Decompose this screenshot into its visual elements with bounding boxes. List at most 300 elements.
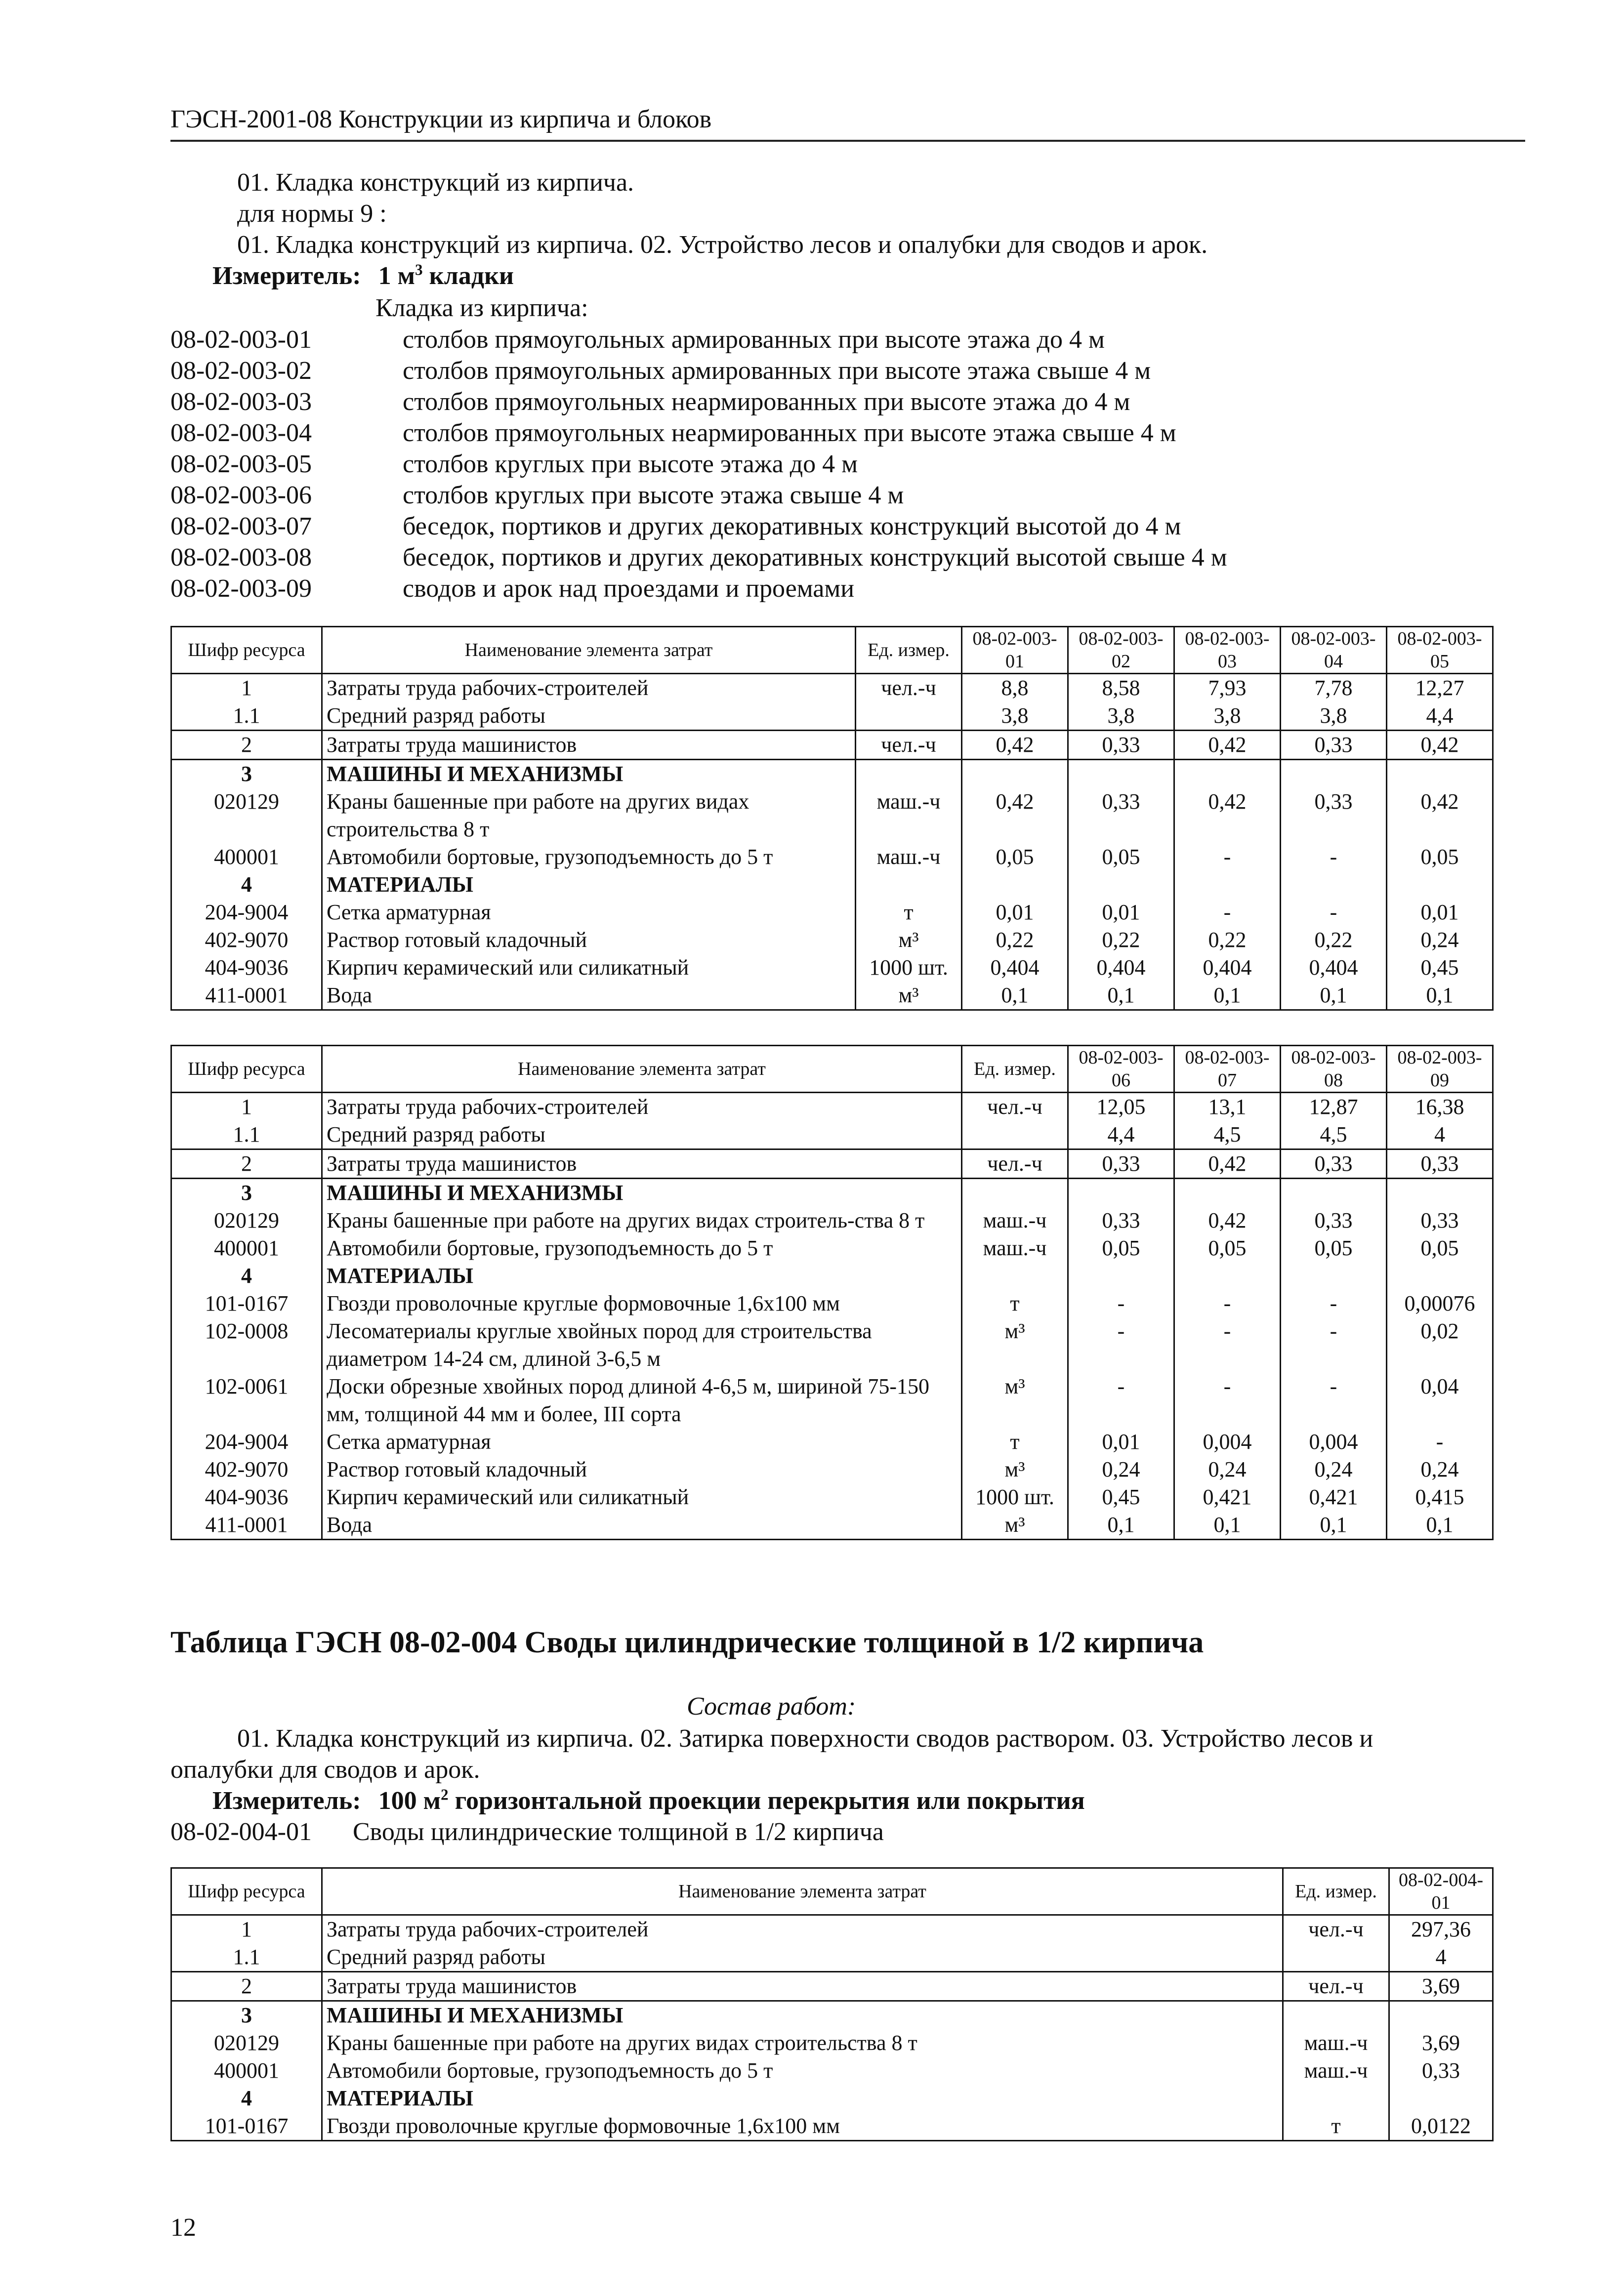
cell-code: 402-9070 (171, 1456, 322, 1483)
table-row (171, 731, 1493, 760)
measure-value-2: 100 $м^2$ горизонтальной проекции перекрытия или покрытия (378, 1786, 1085, 1815)
cell-code: 404-9036 (171, 1483, 322, 1511)
cell-code: 102-0061 (171, 1373, 322, 1428)
measure-value: 1 $м^3$ кладки (378, 261, 514, 290)
cell-unit (856, 871, 962, 899)
header-rule (170, 140, 1525, 142)
col-header-norm: 08-02-003-06 (1068, 1046, 1174, 1093)
cell-name: МАТЕРИАЛЫ (322, 871, 856, 899)
table-row (171, 702, 1493, 731)
cell-code: 4 (171, 2085, 322, 2112)
composition-label: Состав работ: (687, 1692, 856, 1721)
cell-name: МАШИНЫ И МЕХАНИЗМЫ (322, 1179, 962, 1207)
cell-value: 0,404 (1068, 954, 1174, 982)
cell-value (1281, 760, 1387, 788)
cell-value: 4,4 (1068, 1121, 1174, 1149)
cell-name: Средний разряд работы (322, 1121, 962, 1149)
table-row (171, 2057, 1493, 2085)
cell-name: Гвозди проволочные круглые формовочные 1,6х100 мм (322, 1290, 962, 1317)
cell-value: - (1281, 843, 1387, 871)
cell-name: Раствор готовый кладочный (322, 926, 856, 954)
cell-code: 2 (171, 1149, 322, 1179)
cell-value: 0,33 (1281, 1149, 1387, 1179)
table-row (171, 926, 1493, 954)
cell-name: Сетка арматурная (322, 1428, 962, 1456)
col-header-name: Наименование элемента затрат (322, 1046, 962, 1093)
cell-value: 0,004 (1174, 1428, 1281, 1456)
table-row (171, 1483, 1493, 1511)
cell-value: 0,1 (962, 982, 1068, 1010)
norm-note: для нормы 9 : (237, 200, 387, 228)
code-id: 08-02-003-08 (170, 543, 312, 572)
col-header-unit: Ед. измер. (962, 1046, 1068, 1093)
code-id: 08-02-003-09 (170, 574, 312, 603)
cell-name: МАШИНЫ И МЕХАНИЗМЫ (322, 760, 856, 788)
cell-unit: маш.-ч (962, 1207, 1068, 1234)
table-row (171, 1179, 1493, 1207)
table-row (171, 954, 1493, 982)
code-desc: Своды цилиндрические толщиной в 1/2 кирпича (352, 1818, 884, 1846)
cell-code: 101-0167 (171, 1290, 322, 1317)
cell-name: Затраты труда рабочих-строителей (322, 1093, 962, 1121)
cell-value: 8,58 (1068, 674, 1174, 702)
table-header-row (171, 1046, 1493, 1093)
table-row (171, 1262, 1493, 1290)
col-header-code: Шифр ресурса (171, 1046, 322, 1093)
cell-value: 0,22 (1174, 926, 1281, 954)
cell-code: 400001 (171, 843, 322, 871)
cell-value (1281, 871, 1387, 899)
cell-value: 12,05 (1068, 1093, 1174, 1121)
cell-value: 0,33 (1387, 1207, 1493, 1234)
cell-name: Затраты труда машинистов (322, 731, 856, 760)
cell-name: Затраты труда машинистов (322, 1149, 962, 1179)
cell-value: - (1174, 1317, 1281, 1373)
col-header-norm: 08-02-003-08 (1281, 1046, 1387, 1093)
table-row (171, 2085, 1493, 2112)
cell-value (1174, 1262, 1281, 1290)
cell-unit: чел.-ч (962, 1093, 1068, 1121)
cell-value (962, 871, 1068, 899)
cell-value: 3,8 (962, 702, 1068, 731)
col-header-unit: Ед. измер. (1283, 1868, 1389, 1915)
cell-value: 0,24 (1387, 1456, 1493, 1483)
table-header-row (171, 1868, 1493, 1915)
cell-value: 0,33 (1389, 2057, 1493, 2085)
table-row (171, 1093, 1493, 1121)
resource-table-1 (170, 626, 1494, 1011)
cell-value: 4,4 (1387, 702, 1493, 731)
cell-value: - (1068, 1317, 1174, 1373)
cell-value: - (1281, 1290, 1387, 1317)
code-desc: сводов и арок над проездами и проемами (403, 574, 855, 603)
cell-value: 0,24 (1174, 1456, 1281, 1483)
cell-name: Вода (322, 1511, 962, 1540)
cell-code: 020129 (171, 1207, 322, 1234)
cell-value: 0,05 (1174, 1234, 1281, 1262)
cell-unit (1283, 2001, 1389, 2030)
table-row (171, 1290, 1493, 1317)
cell-value (1068, 871, 1174, 899)
cell-unit: чел.-ч (1283, 1915, 1389, 1944)
cell-code: 2 (171, 731, 322, 760)
cell-name: Краны башенные при работе на других видах строитель-ства 8 т (322, 1207, 962, 1234)
cell-value: 0,33 (1281, 788, 1387, 843)
code-id: 08-02-003-03 (170, 388, 312, 416)
code-id: 08-02-003-01 (170, 326, 312, 354)
cell-value: - (1281, 1373, 1387, 1428)
col-header-unit: Ед. измер. (856, 627, 962, 674)
table-row (171, 1149, 1493, 1179)
cell-value: 0,05 (1387, 1234, 1493, 1262)
cell-value: 0,24 (1068, 1456, 1174, 1483)
cell-value: 16,38 (1387, 1093, 1493, 1121)
cell-name: Сетка арматурная (322, 899, 856, 926)
cell-value: 0,1 (1174, 1511, 1281, 1540)
cell-name: Гвозди проволочные круглые формовочные 1,6х100 мм (322, 2112, 1283, 2141)
page-number: 12 (170, 2214, 196, 2242)
cell-unit: т (856, 899, 962, 926)
col-header-norm: 08-02-003-03 (1174, 627, 1281, 674)
cell-value: 0,1 (1387, 1511, 1493, 1540)
cell-code: 4 (171, 871, 322, 899)
cell-code: 400001 (171, 2057, 322, 2085)
cell-value: - (1281, 899, 1387, 926)
measure-label-2: Измеритель: (212, 1787, 361, 1815)
cell-value: 0,00076 (1387, 1290, 1493, 1317)
cell-value: 0,42 (1174, 1149, 1281, 1179)
code-desc: беседок, портиков и других декоративных конструкций высотой свыше 4 м (403, 543, 1227, 572)
cell-value: 7,78 (1281, 674, 1387, 702)
cell-value: 0,01 (1068, 1428, 1174, 1456)
cell-value: 4,5 (1174, 1121, 1281, 1149)
table-row (171, 843, 1493, 871)
code-line-2 (170, 1817, 884, 1846)
code-desc: столбов прямоугольных неармированных при высоте этажа до 4 м (403, 388, 1130, 416)
cell-unit: маш.-ч (962, 1234, 1068, 1262)
cell-name: Средний разряд работы (322, 1943, 1283, 1972)
cell-value: 4,5 (1281, 1121, 1387, 1149)
cell-name: МАТЕРИАЛЫ (322, 1262, 962, 1290)
table-row (171, 674, 1493, 702)
cell-value (1387, 1262, 1493, 1290)
cell-unit (856, 702, 962, 731)
col-header-norm: 08-02-004-01 (1389, 1868, 1493, 1915)
cell-value: - (1174, 1290, 1281, 1317)
cell-value: - (1174, 843, 1281, 871)
table-row (171, 1456, 1493, 1483)
cell-value: 0,22 (1068, 926, 1174, 954)
cell-name: Средний разряд работы (322, 702, 856, 731)
col-header-norm: 08-02-003-07 (1174, 1046, 1281, 1093)
code-desc: столбов круглых при высоте этажа свыше 4 м (403, 481, 904, 509)
cell-value: 0,1 (1387, 982, 1493, 1010)
cell-code: 102-0008 (171, 1317, 322, 1373)
cell-code: 1 (171, 1093, 322, 1121)
cell-name: Кирпич керамический или силикатный (322, 1483, 962, 1511)
cell-name: Затраты труда рабочих-строителей (322, 1915, 1283, 1944)
cell-unit (962, 1121, 1068, 1149)
measure-line-2 (212, 1786, 1085, 1815)
cell-value: 0,1 (1174, 982, 1281, 1010)
cell-value: 0,1 (1281, 982, 1387, 1010)
cell-value: - (1174, 1373, 1281, 1428)
cell-value: 0,421 (1281, 1483, 1387, 1511)
cell-value: 0,05 (1068, 1234, 1174, 1262)
cell-value (1174, 871, 1281, 899)
cell-value (1389, 2001, 1493, 2030)
code-id: 08-02-003-06 (170, 481, 312, 509)
code-desc: столбов круглых при высоте этажа до 4 м (403, 450, 858, 478)
cell-unit: м³ (856, 982, 962, 1010)
cell-name: Автомобили бортовые, грузоподъемность до 5 т (322, 2057, 1283, 2085)
cell-value: 0,33 (1068, 1149, 1174, 1179)
cell-value: 0,42 (1387, 731, 1493, 760)
cell-value: - (1281, 1317, 1387, 1373)
col-header-name: Наименование элемента затрат (322, 1868, 1283, 1915)
cell-code: 101-0167 (171, 2112, 322, 2141)
col-header-norm: 08-02-003-04 (1281, 627, 1387, 674)
cell-value: 0,01 (1387, 899, 1493, 926)
cell-value: 0,404 (1281, 954, 1387, 982)
cell-value: 0,004 (1281, 1428, 1387, 1456)
cell-name: Затраты труда рабочих-строителей (322, 674, 856, 702)
col-header-code: Шифр ресурса (171, 627, 322, 674)
cell-value: 4 (1389, 1943, 1493, 1972)
cell-value: 3,8 (1174, 702, 1281, 731)
cell-value (1387, 760, 1493, 788)
cell-value: 0,22 (1281, 926, 1387, 954)
col-header-norm: 08-02-003-05 (1387, 627, 1493, 674)
cell-name: Раствор готовый кладочный (322, 1456, 962, 1483)
table-row (171, 1317, 1493, 1373)
cell-value: 0,02 (1387, 1317, 1493, 1373)
table-row (171, 1428, 1493, 1456)
cell-value: - (1174, 899, 1281, 926)
cell-name: МАТЕРИАЛЫ (322, 2085, 1283, 2112)
col-header-name: Наименование элемента затрат (322, 627, 856, 674)
cell-value: 4 (1387, 1121, 1493, 1149)
code-desc: столбов прямоугольных армированных при высоте этажа до 4 м (403, 326, 1105, 354)
measure-label: Измеритель: (212, 262, 361, 290)
cell-code: 4 (171, 1262, 322, 1290)
work-line-1: 01. Кладка конструкций из кирпича. (237, 168, 634, 197)
cell-name: Краны башенные при работе на других видах строительства 8 т (322, 788, 856, 843)
cell-code: 1.1 (171, 1121, 322, 1149)
cell-unit: маш.-ч (856, 788, 962, 843)
table-row (171, 788, 1493, 843)
table-row (171, 760, 1493, 788)
cell-value: 0,1 (1068, 1511, 1174, 1540)
cell-code: 204-9004 (171, 899, 322, 926)
table-row (171, 1915, 1493, 1944)
cell-code: 1.1 (171, 702, 322, 731)
code-id: 08-02-003-07 (170, 512, 312, 540)
cell-value (1389, 2085, 1493, 2112)
cell-value: 0,22 (962, 926, 1068, 954)
cell-value (1068, 1262, 1174, 1290)
cell-unit: маш.-ч (856, 843, 962, 871)
cell-code: 3 (171, 760, 322, 788)
cell-unit (962, 1262, 1068, 1290)
cell-value: 13,1 (1174, 1093, 1281, 1121)
resource-table-3 (170, 1867, 1494, 2141)
cell-value: 0,24 (1387, 926, 1493, 954)
code-desc: столбов прямоугольных неармированных при высоте этажа свыше 4 м (403, 419, 1176, 447)
cell-code: 411-0001 (171, 1511, 322, 1540)
cell-code: 020129 (171, 788, 322, 843)
cell-value: 0,42 (1174, 1207, 1281, 1234)
cell-value: 12,87 (1281, 1093, 1387, 1121)
cell-value: 0,45 (1387, 954, 1493, 982)
cell-code: 3 (171, 1179, 322, 1207)
cell-name: Доски обрезные хвойных пород длиной 4-6,5 м, шириной 75-150 мм, толщиной 44 мм и более, III сорта (322, 1373, 962, 1428)
cell-value: 0,01 (1068, 899, 1174, 926)
table-row (171, 1207, 1493, 1234)
cell-value (1068, 1179, 1174, 1207)
cell-value (1387, 871, 1493, 899)
table-row (171, 1972, 1493, 2001)
cell-value: - (1068, 1290, 1174, 1317)
cell-value: 0,421 (1174, 1483, 1281, 1511)
code-id: 08-02-003-02 (170, 357, 312, 385)
cell-unit: м³ (856, 926, 962, 954)
cell-name: Кирпич керамический или силикатный (322, 954, 856, 982)
cell-value: 12,27 (1387, 674, 1493, 702)
table-row (171, 982, 1493, 1010)
cell-unit: чел.-ч (856, 674, 962, 702)
cell-value: 0,42 (962, 731, 1068, 760)
cell-value (1281, 1179, 1387, 1207)
cell-value (962, 760, 1068, 788)
cell-name: Краны башенные при работе на других видах строительства 8 т (322, 2029, 1283, 2057)
cell-value: 3,69 (1389, 2029, 1493, 2057)
cell-unit: маш.-ч (1283, 2029, 1389, 2057)
work-line-2: 01. Кладка конструкций из кирпича. 02. Устройство лесов и опалубки для сводов и арок. (237, 231, 1208, 259)
cell-value (1387, 1179, 1493, 1207)
table-row (171, 899, 1493, 926)
cell-value: 8,8 (962, 674, 1068, 702)
cell-name: Вода (322, 982, 856, 1010)
cell-value: 0,33 (1068, 1207, 1174, 1234)
cell-value: 0,404 (962, 954, 1068, 982)
cell-value (1174, 1179, 1281, 1207)
col-header-code: Шифр ресурса (171, 1868, 322, 1915)
cell-unit: м³ (962, 1511, 1068, 1540)
cell-name: МАШИНЫ И МЕХАНИЗМЫ (322, 2001, 1283, 2030)
code-id: 08-02-003-04 (170, 419, 312, 447)
table-row (171, 2112, 1493, 2141)
cell-unit (962, 1179, 1068, 1207)
cell-unit: т (962, 1428, 1068, 1456)
cell-unit (856, 760, 962, 788)
cell-unit: м³ (962, 1317, 1068, 1373)
cell-unit: чел.-ч (1283, 1972, 1389, 2001)
work-line-3: 01. Кладка конструкций из кирпича. 02. Затирка поверхности сводов раствором. 03. Устройство лесов и (237, 1724, 1373, 1753)
table-header-row (171, 627, 1493, 674)
cell-value: 0,404 (1174, 954, 1281, 982)
table-title: Таблица ГЭСН 08-02-004 Своды цилиндрические толщиной в 1/2 кирпича (170, 1626, 1204, 1659)
cell-value: 0,33 (1281, 1207, 1387, 1234)
cell-value: 0,33 (1068, 731, 1174, 760)
cell-code: 3 (171, 2001, 322, 2030)
cell-value: 0,01 (962, 899, 1068, 926)
cell-code: 1 (171, 1915, 322, 1944)
table-row (171, 1511, 1493, 1540)
cell-value: 3,8 (1068, 702, 1174, 731)
running-header: ГЭСН-2001-08 Конструкции из кирпича и блоков (170, 105, 712, 133)
cell-unit: чел.-ч (856, 731, 962, 760)
table-row (171, 1234, 1493, 1262)
col-header-norm: 08-02-003-09 (1387, 1046, 1493, 1093)
cell-value: 0,33 (1068, 788, 1174, 843)
cell-value (1068, 760, 1174, 788)
resource-table-2 (170, 1045, 1494, 1540)
cell-unit: чел.-ч (962, 1149, 1068, 1179)
cell-code: 402-9070 (171, 926, 322, 954)
cell-value: 0,415 (1387, 1483, 1493, 1511)
cell-value: 7,93 (1174, 674, 1281, 702)
cell-value: - (1387, 1428, 1493, 1456)
cell-value (1281, 1262, 1387, 1290)
cell-value: 0,24 (1281, 1456, 1387, 1483)
code-desc: столбов прямоугольных армированных при высоте этажа свыше 4 м (403, 357, 1151, 385)
cell-name: Автомобили бортовые, грузоподъемность до 5 т (322, 843, 856, 871)
table-row (171, 871, 1493, 899)
cell-code: 204-9004 (171, 1428, 322, 1456)
cell-value: 0,42 (1174, 731, 1281, 760)
cell-value: 0,42 (1387, 788, 1493, 843)
table-row (171, 2029, 1493, 2057)
cell-value (1174, 760, 1281, 788)
cell-value: 0,05 (962, 843, 1068, 871)
cell-unit (1283, 2085, 1389, 2112)
cell-value: 3,69 (1389, 1972, 1493, 2001)
code-id: 08-02-004-01 (170, 1818, 312, 1846)
cell-code: 404-9036 (171, 954, 322, 982)
cell-value: 0,04 (1387, 1373, 1493, 1428)
cell-value: 0,42 (962, 788, 1068, 843)
cell-value: 0,0122 (1389, 2112, 1493, 2141)
col-header-norm: 08-02-003-02 (1068, 627, 1174, 674)
cell-value: 0,05 (1281, 1234, 1387, 1262)
cell-code: 020129 (171, 2029, 322, 2057)
cell-value: 3,8 (1281, 702, 1387, 731)
table-row (171, 1943, 1493, 1972)
cell-value: 0,42 (1174, 788, 1281, 843)
cell-name: Автомобили бортовые, грузоподъемность до 5 т (322, 1234, 962, 1262)
cell-code: 2 (171, 1972, 322, 2001)
table-row (171, 1373, 1493, 1428)
cell-value: 0,05 (1068, 843, 1174, 871)
cell-unit: т (962, 1290, 1068, 1317)
cell-code: 400001 (171, 1234, 322, 1262)
cell-value: 0,05 (1387, 843, 1493, 871)
code-id: 08-02-003-05 (170, 450, 312, 478)
cell-unit: маш.-ч (1283, 2057, 1389, 2085)
table-row (171, 1121, 1493, 1149)
cell-value: 297,36 (1389, 1915, 1493, 1944)
cell-code: 1 (171, 674, 322, 702)
work-line-4: опалубки для сводов и арок. (170, 1756, 480, 1784)
measure-line (212, 261, 514, 290)
cell-unit (1283, 1943, 1389, 1972)
cell-unit: м³ (962, 1373, 1068, 1428)
cell-name: Затраты труда машинистов (322, 1972, 1283, 2001)
cell-value: 0,1 (1281, 1511, 1387, 1540)
cell-value: 0,33 (1387, 1149, 1493, 1179)
cell-name: Лесоматериалы круглые хвойных пород для строительства диаметром 14-24 см, длиной 3-6,5 м (322, 1317, 962, 1373)
